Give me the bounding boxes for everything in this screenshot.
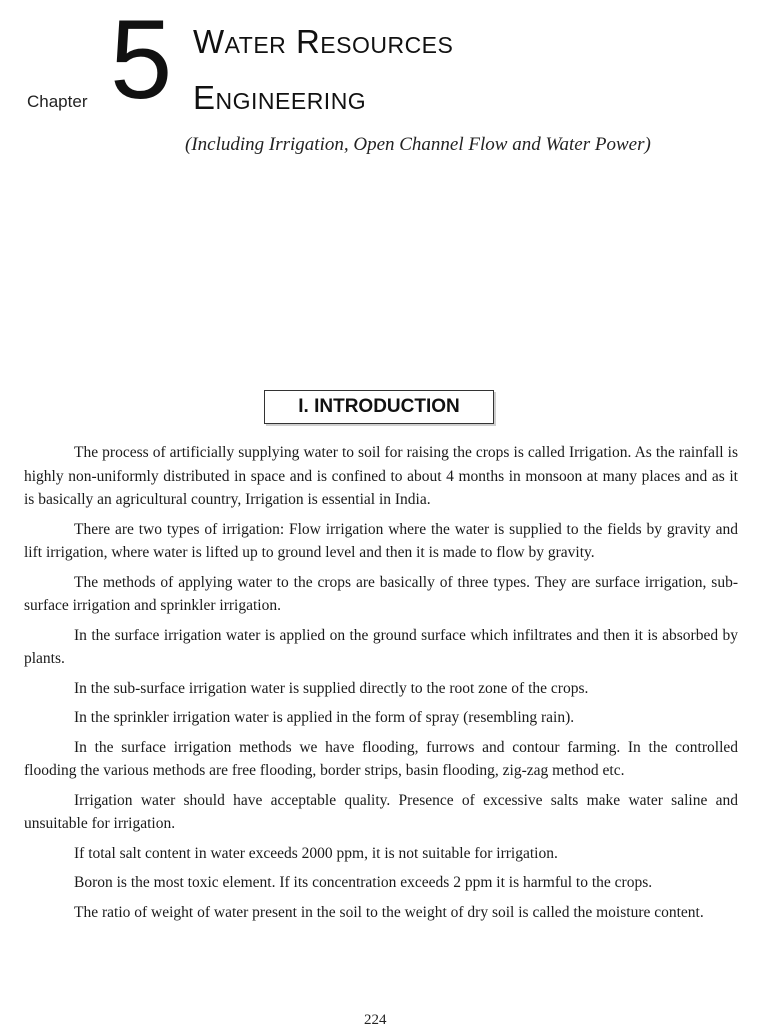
paragraph: Boron is the most toxic element. If its concentration exceeds 2 ppm it is harmful to the crops. bbox=[74, 874, 653, 891]
paragraph: There are two types of irrigation: Flow irrigation where the water is supplied to the fields by gravity and lift irrigation, where water is lifted up to ground level and then it is made to flow by gravity. bbox=[24, 520, 738, 561]
chapter-label: Chapter bbox=[27, 92, 88, 111]
section-heading: I. INTRODUCTION bbox=[264, 390, 494, 424]
body-text bbox=[24, 441, 738, 930]
paragraph: The ratio of weight of water present in the soil to the weight of dry soil is called the moisture content. bbox=[74, 903, 704, 921]
paragraph: Irrigation water should have acceptable quality. Presence of excessive salts make water saline and unsuitable for irrigation. bbox=[24, 791, 738, 832]
paragraph: In the sprinkler irrigation water is applied in the form of spray (resembling rain). bbox=[74, 709, 575, 726]
paragraph: In the surface irrigation methods we have flooding, furrows and contour farming. In the controlled flooding the various methods are free flooding, border strips, basin flooding, zig-zag method etc. bbox=[24, 738, 738, 779]
paragraph: The process of artificially supplying water to soil for raising the crops is called Irrigation. As the rainfall is highly non-uniformly distributed in space and is confined to about 4 months in monsoon at many places and as it is basically an agricultural country, Irrigation is essential in India. bbox=[24, 444, 738, 508]
chapter-title-line-2: Engineering bbox=[193, 79, 367, 116]
paragraph: If total salt content in water exceeds 2000 ppm, it is not suitable for irrigation. bbox=[74, 844, 558, 862]
paragraph: In the surface irrigation water is applied on the ground surface which infiltrates and then it is absorbed by plants. bbox=[24, 626, 738, 667]
paragraph: In the sub-surface irrigation water is supplied directly to the root zone of the crops. bbox=[74, 679, 589, 697]
paragraph: The methods of applying water to the crops are basically of three types. They are surface irrigation, sub-surface irrigation and sprinkler irrigation. bbox=[24, 573, 738, 614]
page-number: 224 bbox=[364, 1012, 387, 1028]
chapter-title-line-1: Water Resources bbox=[193, 23, 454, 60]
chapter-number: 5 bbox=[110, 0, 173, 122]
chapter-subtitle: (Including Irrigation, Open Channel Flow and Water Power) bbox=[185, 134, 651, 155]
